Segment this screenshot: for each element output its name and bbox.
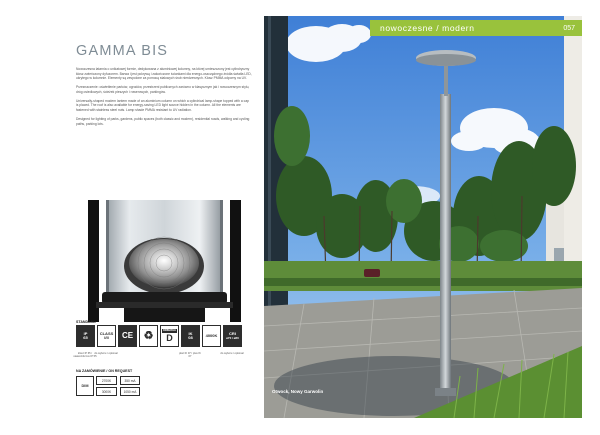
class-caption: do wyboru / optional bbox=[94, 352, 118, 355]
on-request-table bbox=[96, 376, 140, 396]
cri-line1: CRI bbox=[229, 330, 236, 336]
cri-caption: do wyboru / optional bbox=[220, 352, 244, 355]
recycle-icon bbox=[139, 325, 158, 347]
description-paragraph-en-2: Designed for lighting of parks, gardens, public spaces (both classic and modern), residential roads, walking and cycling paths, parking lots. bbox=[76, 116, 250, 126]
ce-mark-icon bbox=[118, 325, 137, 347]
ik-rating-line1: IK bbox=[188, 330, 193, 336]
standard-icon-captions bbox=[73, 352, 252, 360]
street-lamp-scene bbox=[264, 16, 582, 418]
class-line2: I/II bbox=[104, 335, 109, 340]
ik-rating-icon bbox=[181, 325, 200, 347]
page-number: 057 bbox=[563, 24, 575, 32]
left-page bbox=[60, 28, 252, 428]
description-paragraph-pl-2: Przeznaczenie: oświetlenie parków, ogrodów, przestrzeni publicznych zarówno w klasycznym jak i nowoczesnym stylu, dróg osiedlowych, ścieżek pieszych i rowerowych, parkingów. bbox=[76, 85, 250, 94]
dimmable-line2: D bbox=[166, 333, 173, 344]
dimmable-line1: DIMMABLE bbox=[163, 328, 176, 332]
class-line1: CLASS bbox=[99, 330, 114, 336]
dimmable-icon bbox=[160, 325, 179, 347]
photo-caption: Otwock, Nowy Garwolin bbox=[272, 389, 324, 394]
on-request-label: NA ZAMÓWIENIE / ON REQUEST bbox=[76, 369, 133, 373]
description-paragraph-pl-1: Nowoczesna latarnia o unikatowej formie, dedykowana z aluminiowej kolumny, na której umieszczony jest cylindryczny klosz zwieńczony dyfuzorem. Barwa i jest pokrywą i zakończone ściankami dla energo-oszczędnego źródła światła LED, ukrytego w kolumnie. Elementy są zespolone za pomocą stalowych śrub nierdzewnych. Klosz PMMA odporny na UV. bbox=[76, 67, 252, 81]
ik-rating-caption: płaz IK 07 / plus IK 07 bbox=[179, 352, 201, 358]
product-title: GAMMA BIS bbox=[76, 43, 169, 59]
lamp-head-photo bbox=[84, 200, 245, 322]
cri-line2: ≥70 / ≥80 bbox=[226, 336, 239, 340]
standard-label: STANDARD bbox=[76, 320, 96, 324]
option-current-350: 350 mA bbox=[120, 376, 140, 385]
option-cct-3000: 3000K bbox=[96, 387, 117, 396]
product-description bbox=[76, 67, 252, 131]
recycle-symbol: ♻ bbox=[143, 329, 154, 342]
class-icon bbox=[97, 325, 116, 347]
section-header-bar bbox=[370, 20, 582, 36]
ik-rating-line2: 08 bbox=[188, 335, 193, 340]
dim-icon: DIM bbox=[76, 376, 94, 396]
ip-rating-icon bbox=[76, 325, 95, 347]
ip-rating-caption: klosz IP 65 / statecznik box IP 55 bbox=[73, 352, 97, 358]
cct-value: 4000K bbox=[205, 332, 218, 338]
cct-icon bbox=[202, 325, 221, 347]
ce-mark-text: CE bbox=[121, 330, 134, 340]
ip-rating-line2: 65 bbox=[83, 335, 88, 340]
standard-icons bbox=[76, 325, 242, 349]
section-name: nowoczesne / modern bbox=[380, 23, 475, 33]
option-current-1050: 1050 mA bbox=[120, 387, 140, 396]
on-request-options bbox=[76, 376, 140, 396]
lamp-head-illustration bbox=[84, 200, 245, 322]
option-cct-2700: 2700K bbox=[96, 376, 117, 385]
right-page-photo bbox=[264, 16, 582, 418]
cri-icon bbox=[223, 325, 242, 347]
ip-rating-line1: IP bbox=[83, 330, 88, 336]
description-paragraph-en-1: Universally-shaped modern lantern made of an aluminium column on which a cylindrical lamp-shape topped with a cap is placed. The roof is also available for energy-saving LED light source hidden in the column. All the elements are fastened with stainless steel nuts. Lamp shade PMMA resistant to UV radiation. bbox=[76, 98, 249, 112]
